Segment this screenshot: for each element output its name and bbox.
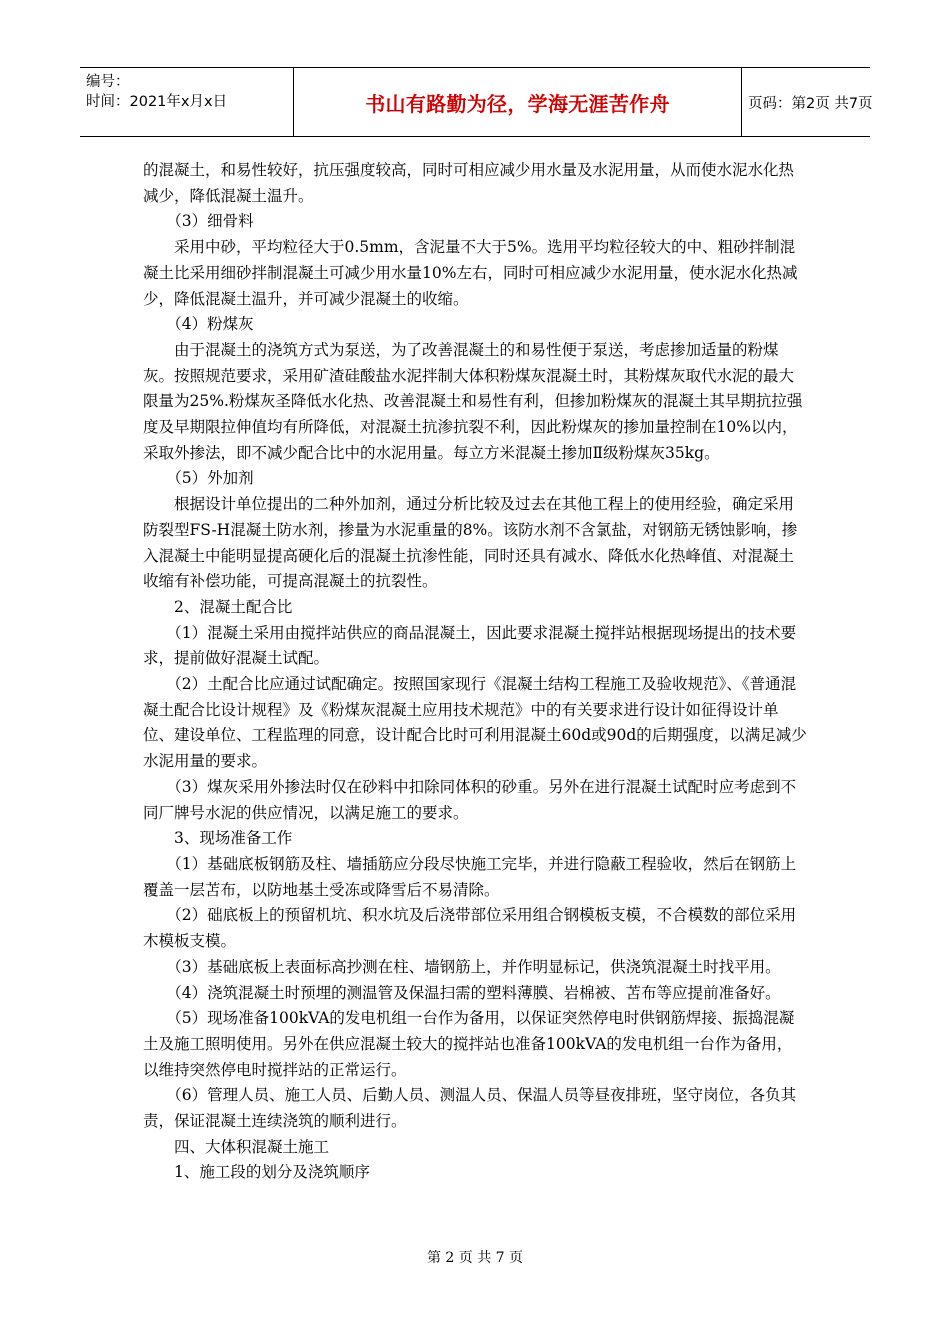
list-item: （5）现场准备100kVA的发电机组一台作为备用，以保证突然停电时供钢筋焊接、振捣混凝土及施工照明使用。另外在供应混凝土较大的搅拌站也准备100kVA的发电机组一台作为备用，以维持突然停电时搅拌站的正常运行。 (143, 1009, 795, 1079)
subsection-heading: （4）粉煤灰 (166, 315, 254, 334)
paragraph: 根据设计单位提出的二种外加剂，通过分析比较及过去在其他工程上的使用经验，确定采用防裂型FS-H混凝土防水剂，掺量为水泥重量的8%。该防水剂不含氯盐，对钢筋无锈蚀影响，掺入混凝土中能明显提高硬化后的混凝土抗渗性能，同时还具有减水、降低水化热峰值、对混凝土收缩有补偿功能，可提高混凝土的抗裂性。 (143, 495, 798, 591)
list-item: （2）土配合比应通过试配确定。按照国家现行《混凝土结构工程施工及验收规范》、《普通混凝土配合比设计规程》及《粉煤灰混凝土应用技术规范》中的有关要求进行设计如征得设计单位、建设单位、工程监理的同意，设计配合比时可利用混凝土60d或90d的后期强度，以满足减少水泥用量的要求。 (143, 675, 807, 771)
header-page-info: 页码：第2页 共7页 (748, 95, 873, 112)
document-number-label: 编号： (86, 74, 130, 90)
list-item: （1）混凝土采用由搅拌站供应的商品混凝土，因此要求混凝土搅拌站根据现场提出的技术要求，提前做好混凝土试配。 (143, 623, 797, 668)
document-body (143, 158, 807, 1186)
chapter-heading: 四、大体积混凝土施工 (174, 1137, 330, 1156)
header-motto: 书山有路勤为径，学海无涯苦作舟 (365, 91, 670, 116)
document-date: 时间：2021年x月x日 (86, 94, 228, 110)
paragraph: 的混凝土，和易性较好，抗压强度较高，同时可相应减少用水量及水泥用量，从而使水泥水化热减少，降低混凝土温升。 (143, 161, 795, 205)
subsection-heading: （3）细骨料 (166, 212, 254, 231)
paragraph: 由于混凝土的浇筑方式为泵送，为了改善混凝土的和易性便于泵送，考虑掺加适量的粉煤灰。按照规范要求，采用矿渣硅酸盐水泥拌制大体积粉煤灰混凝土时，其粉煤灰取代水泥的最大限量为25%.粉煤灰圣降低水化热、改善混凝土和易性有利，但掺加粉煤灰的混凝土其早期抗拉强度及早期限拉伸值均有所降低，对混凝土抗渗抗裂不利，因此粉煤灰的掺加量控制在10%以内，采取外掺法，即不减少配合比中的水泥用量。每立方米混凝土掺加Ⅱ级粉煤灰35kg。 (143, 340, 803, 462)
list-item: （1）基础底板钢筋及柱、墙插筋应分段尽快施工完毕，并进行隐蔽工程验收，然后在钢筋上覆盖一层苫布，以防地基土受冻或降雪后不易清除。 (143, 854, 797, 899)
list-item: （6）管理人员、施工人员、后勤人员、测温人员、保温人员等昼夜排班，坚守岗位，各负其责，保证混凝土连续浇筑的顺利进行。 (143, 1086, 797, 1131)
section-heading: 3、现场准备工作 (174, 829, 293, 848)
list-item: （4）浇筑混凝土时预埋的测温管及保温扫需的塑料薄膜、岩棉被、苫布等应提前准备好。 (166, 983, 781, 1002)
page-footer: 第 2 页 共 7 页 (426, 1250, 524, 1266)
paragraph: 采用中砂，平均粒径大于0.5mm，含泥量不大于5%。选用平均粒径较大的中、粗砂拌制混凝土比采用细砂拌制混凝土可减少用水量10%左右，同时可相应减少水泥用量，使水泥水化热减少，降低混凝土温升，并可减少混凝土的收缩。 (143, 238, 798, 308)
list-item: （3）基础底板上表面标高抄测在柱、墙钢筋上，并作明显标记，供浇筑混凝土时找平用。 (166, 957, 781, 976)
list-item: （3）煤灰采用外掺法时仅在砂料中扣除同体积的砂重。另外在进行混凝土试配时应考虑到不同厂牌号水泥的供应情况，以满足施工的要求。 (143, 777, 797, 822)
section-heading: 1、施工段的划分及浇筑顺序 (174, 1163, 370, 1182)
list-item: （2）础底板上的预留机坑、积水坑及后浇带部位采用组合钢模板支模，不合模数的部位采用木模板支模。 (143, 906, 797, 951)
header-motto-cell (293, 68, 742, 136)
section-heading: 2、混凝土配合比 (174, 597, 293, 616)
subsection-heading: （5）外加剂 (166, 469, 254, 488)
page-header (80, 67, 873, 137)
header-left-block (86, 72, 286, 112)
